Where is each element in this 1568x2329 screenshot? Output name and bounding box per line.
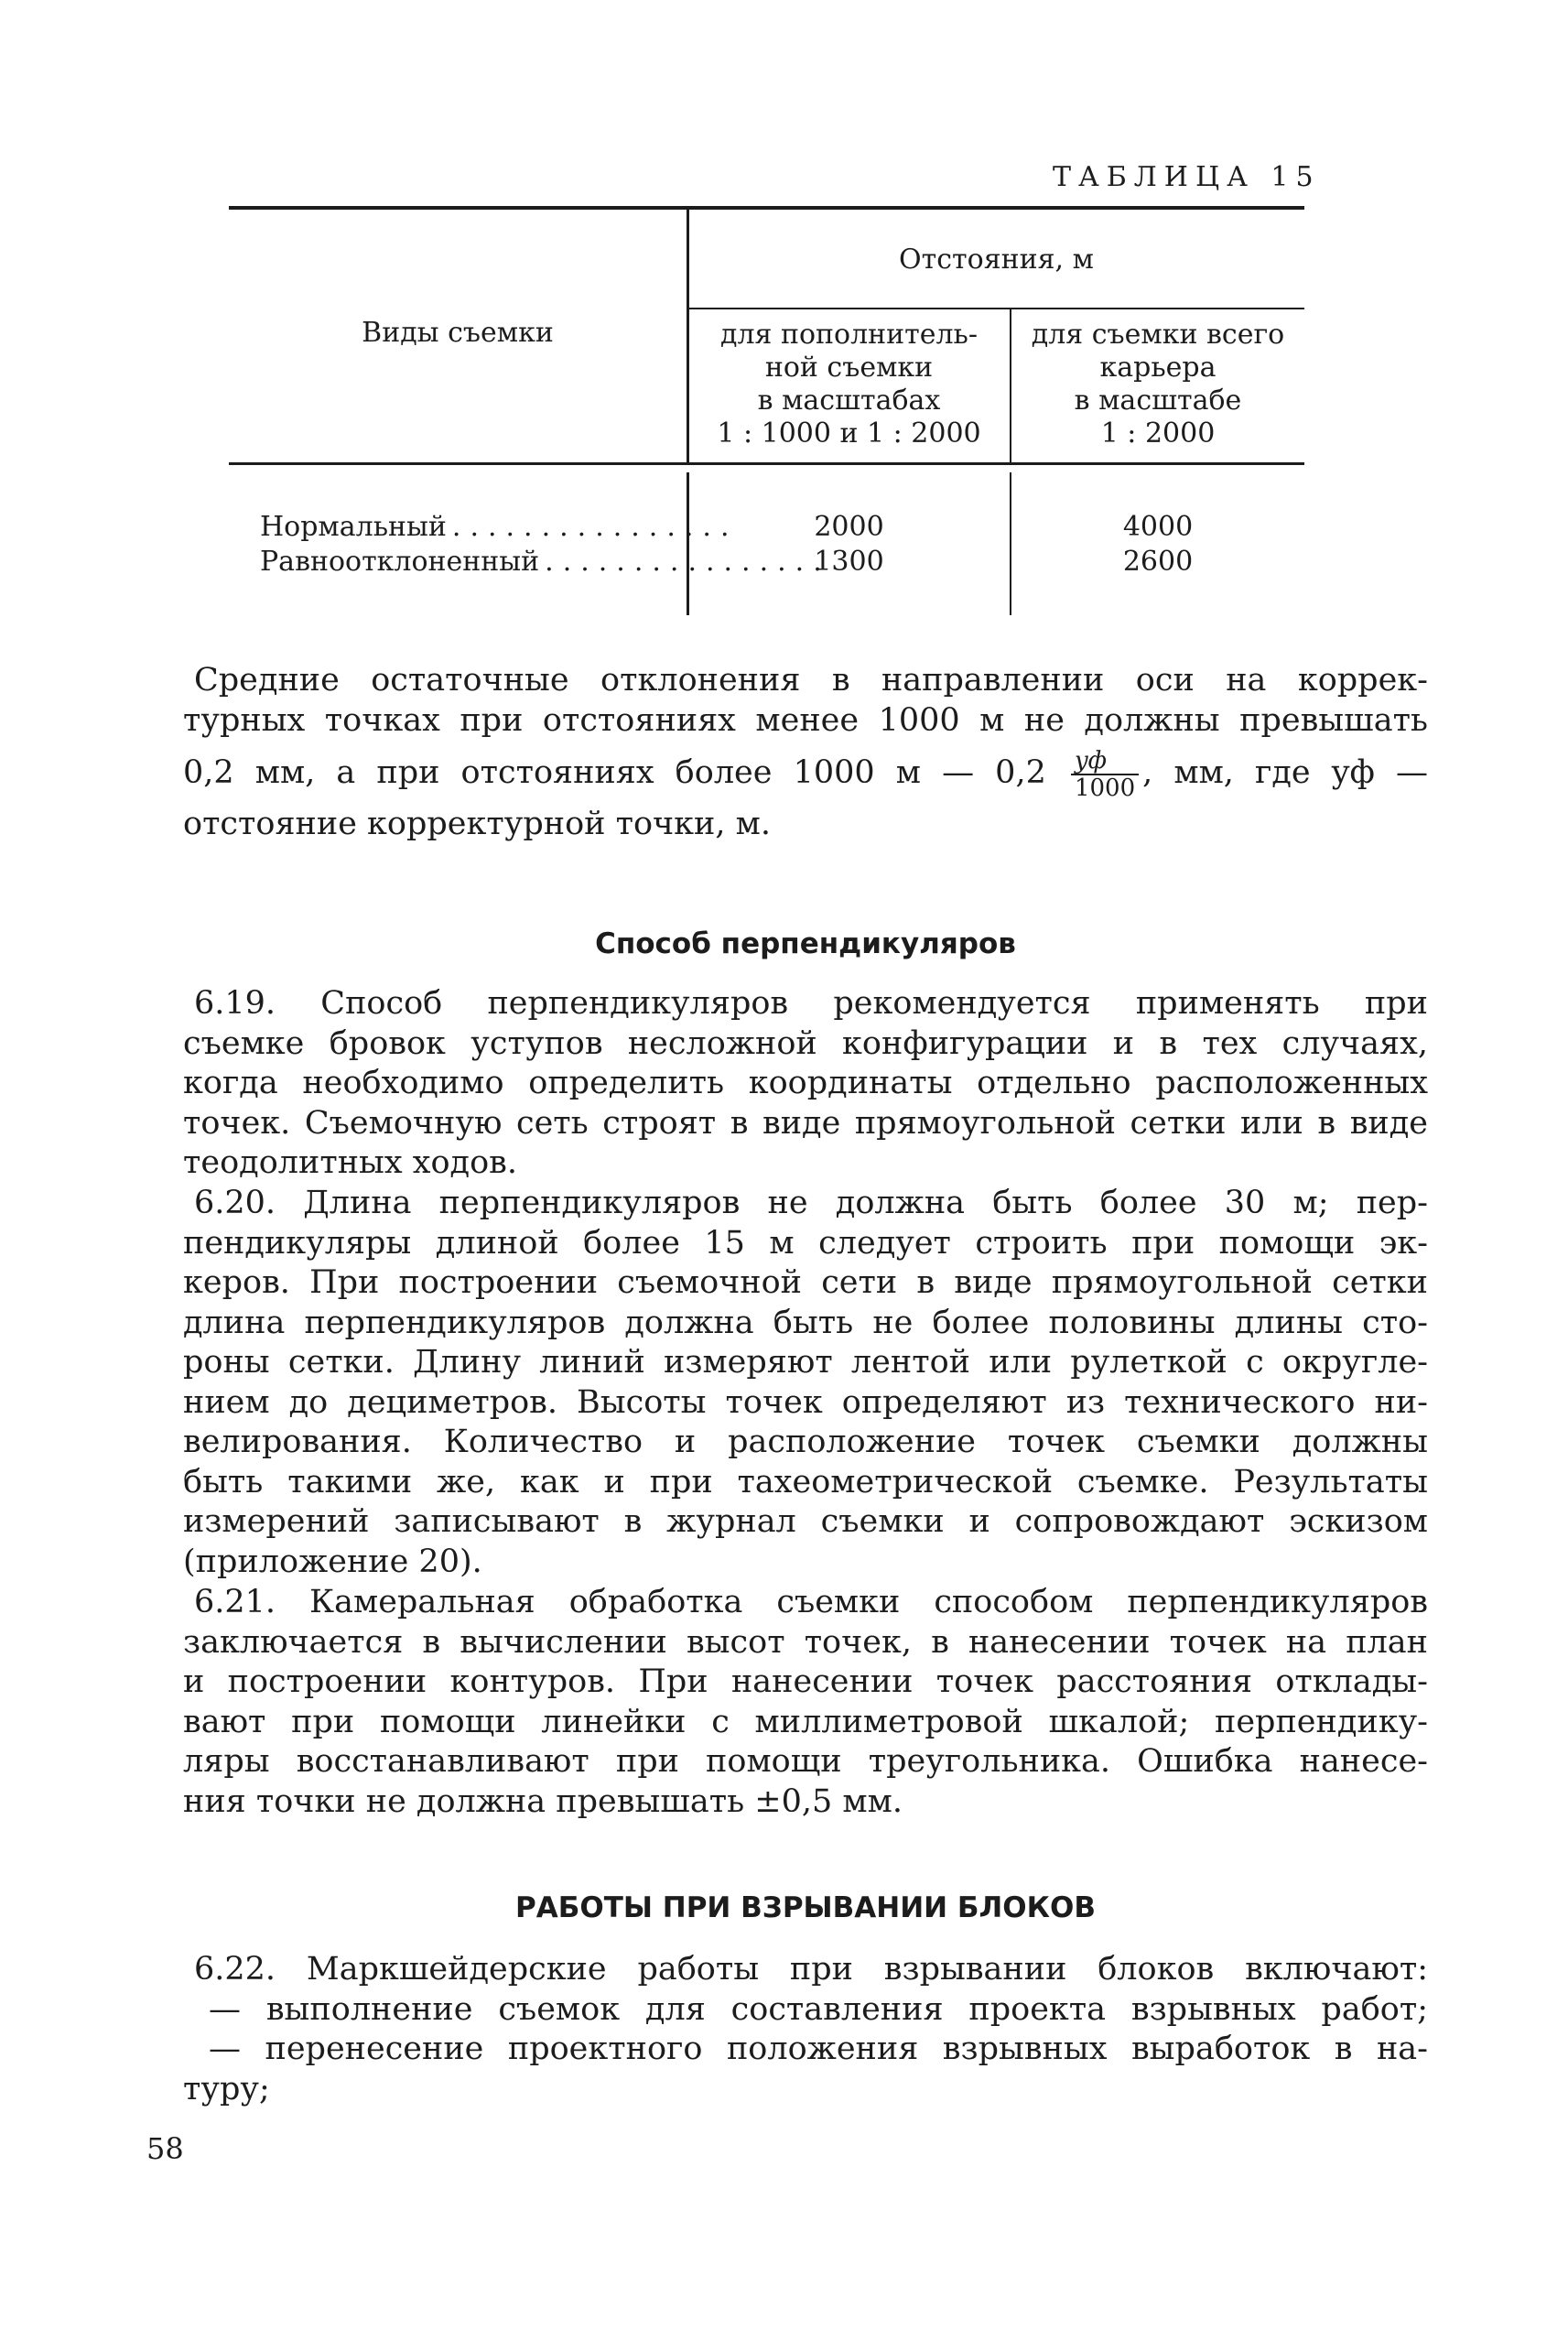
- list-item: — перенесение проектного положения взрывных выработок в на-: [209, 2031, 1428, 2067]
- paragraph-6-22: [183, 1950, 1428, 2109]
- text-line: заключается в вычислении высот точек, в нанесении точек на план: [183, 1623, 1428, 1661]
- table-row: Нормальный ................: [260, 511, 739, 543]
- text-line: туру;: [183, 2070, 270, 2107]
- text-line: длина перпендикуляров должна быть не более половины длины сто-: [183, 1304, 1428, 1341]
- text-line: теодолитных ходов.: [183, 1144, 518, 1181]
- table-caption: ТАБЛИЦА 15: [1053, 161, 1321, 193]
- text-line: 6.19. Способ перпендикуляров рекомендуется применять при: [194, 985, 1428, 1022]
- table-row: Равноотклоненный ................: [260, 546, 831, 578]
- text-line: Средние остаточные отклонения в направлении оси на коррек-: [194, 662, 1428, 699]
- text-line: 6.22. Маркшейдерские работы при взрывании блоков включают:: [194, 1951, 1428, 1988]
- text-line: быть такими же, как и при тахеометрической съемке. Результаты: [183, 1463, 1428, 1500]
- table-subheader-supplementary: для пополнитель- ной съемки в масштабах 1 : 1000 и 1 : 2000: [717, 319, 981, 450]
- paragraph-6-19: [183, 984, 1428, 1184]
- table-column-whole-quarry-values: 4000 2600: [1122, 511, 1194, 578]
- text-line: велирования. Количество и расположение точек съемки должны: [183, 1424, 1428, 1460]
- text-line: ляры восстанавливают при помощи треугольника. Ошибка нанесе-: [183, 1743, 1428, 1780]
- paragraph-6-21: [183, 1583, 1428, 1822]
- list-item: — выполнение съемок для составления проекта взрывных работ;: [209, 1990, 1428, 2028]
- text-line: и построении контуров. При нанесении точек расстояния отклады-: [183, 1663, 1428, 1700]
- page-number: 58: [146, 2131, 184, 2166]
- text-line: роны сетки. Длину линий измеряют лентой или рулеткой с округле-: [183, 1344, 1428, 1381]
- text-line: турных точках при отстояниях менее 1000 м не должны превышать: [183, 701, 1428, 739]
- text-line: (приложение 20).: [183, 1543, 482, 1580]
- text-line: когда необходимо определить координаты отдельно расположенных: [183, 1065, 1428, 1101]
- table-row-labels: [260, 510, 831, 580]
- text-line: точек. Съемочную сеть строят в виде прямоугольной сетки или в виде: [183, 1104, 1428, 1142]
- text-line: 6.20. Длина перпендикуляров не должна быть более 30 м; пер-: [194, 1185, 1428, 1221]
- section-heading-blasting: РАБОТЫ ПРИ ВЗРЫВАНИИ БЛОКОВ: [515, 1891, 1096, 1924]
- text-line: нием до дециметров. Высоты точек определяют из технического ни-: [183, 1383, 1428, 1421]
- table-column-supplementary-values: 2000 1300: [814, 511, 884, 578]
- table-header-distances: Отстояния, м: [899, 244, 1094, 276]
- section-heading: Способ перпендикуляров: [595, 927, 1016, 960]
- table-header-survey-type: Виды съемки: [362, 317, 554, 349]
- table-group-rule: [688, 308, 1304, 309]
- text-line: измерений записывают в журнал съемки и сопровождают эскизом: [183, 1503, 1428, 1540]
- text-line: пендикуляры длиной более 15 м следует строить при помощи эк-: [183, 1224, 1428, 1262]
- text-line: отстояние корректурной точки, м.: [183, 806, 771, 842]
- text-line: съемке бровок уступов несложной конфигурации и в тех случаях,: [183, 1024, 1428, 1062]
- text-line: 6.21. Камеральная обработка съемки способом перпендикуляров: [194, 1584, 1428, 1620]
- text-line: керов. При построении съемочной сети в виде прямоугольной сетки: [183, 1264, 1428, 1301]
- fraction-formula: yф 1000: [1071, 748, 1139, 801]
- paragraph-intro: [183, 661, 1428, 845]
- text-line: ния точки не должна превышать ±0,5 мм.: [183, 1782, 903, 1820]
- text-line: вают при помощи линейки с миллиметровой шкалой; перпендику-: [183, 1703, 1428, 1740]
- table-top-rule: [229, 206, 1304, 210]
- text-line-formula: 0,2 мм, а при отстояниях более 1000 м — 0,2 yф 1000 , мм, где yф —: [183, 746, 1428, 802]
- table-header-rule: [229, 462, 1304, 465]
- paragraph-6-20: [183, 1184, 1428, 1582]
- table-subheader-whole-quarry: для съемки всего карьера в масштабе 1 : 2000: [1031, 319, 1285, 450]
